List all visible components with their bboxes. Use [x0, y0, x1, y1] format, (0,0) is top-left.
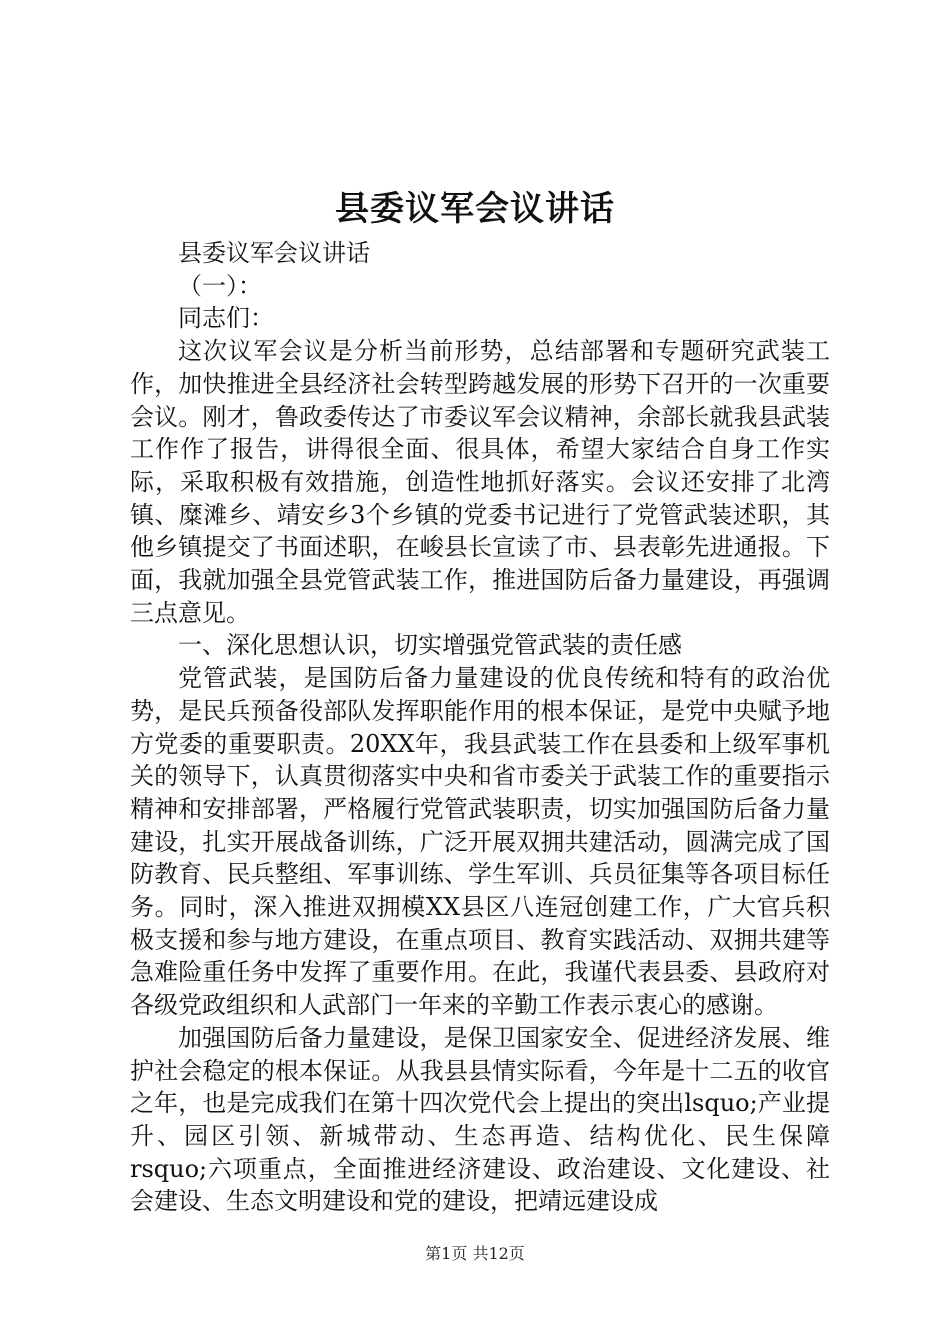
section-heading: 一、深化思想认识，切实增强党管武装的责任感: [178, 631, 682, 660]
document-body: [130, 237, 830, 1218]
body-paragraph: 同志们：: [178, 304, 274, 333]
body-paragraph: 县委议军会议讲话: [178, 239, 370, 267]
body-paragraph: 党管武装，是国防后备力量建设的优良传统和特有的政治优势，是民兵预备役部队发挥职能作用的根本保证，是党中央赋予地方党委的重要职责。20XX年，我县武装工作在县委和上级军事机关的领导下，认真贯彻落实中央和省市委关于武装工作的重要指示精神和安排部署，严格履行党管武装职责，切实加强国防后备力量建设，扎实开展战备训练，广泛开展双拥共建活动，圆满完成了国防教育、民兵整组、军事训练、学生军训、兵员征集等各项目标任务。同时，深入推进双拥模XX县区八连冠创建工作，广大官兵积极支援和参与地方建设，在重点项目、教育实践活动、双拥共建等急难险重任务中发挥了重要作用。在此，我谨代表县委、县政府对各级党政组织和人武部门一年来的辛勤工作表示衷心的感谢。: [130, 664, 830, 1020]
body-paragraph: 这次议军会议是分析当前形势，总结部署和专题研究武装工作，加快推进全县经济社会转型跨越发展的形势下召开的一次重要会议。刚才，鲁政委传达了市委议军会议精神，余部长就我县武装工作作了报告，讲得很全面、很具体，希望大家结合自身工作实际，采取积极有效措施，创造性地抓好落实。会议还安排了北湾镇、糜滩乡、靖安乡3个乡镇的党委书记进行了党管武装述职，其他乡镇提交了书面述职，在峻县长宣读了市、县表彰先进通报。下面，我就加强全县党管武装工作，推进国防后备力量建设，再强调三点意见。: [130, 337, 830, 627]
body-paragraph: （一）：: [178, 271, 262, 300]
body-paragraph: 加强国防后备力量建设，是保卫国家安全、促进经济发展、维护社会稳定的根本保证。从我县县情实际看，今年是十二五的收官之年，也是完成我们在第十四次党代会上提出的突出lsquo;产业提升、园区引领、新城带动、生态再造、结构优化、民生保障rsquo;六项重点，全面推进经济建设、政治建设、文化建设、社会建设、生态文明建设和党的建设，把靖远建设成: [130, 1023, 830, 1216]
page-footer: 第1页 共12页: [425, 1244, 525, 1263]
page-title: 县委议军会议讲话: [335, 189, 615, 229]
